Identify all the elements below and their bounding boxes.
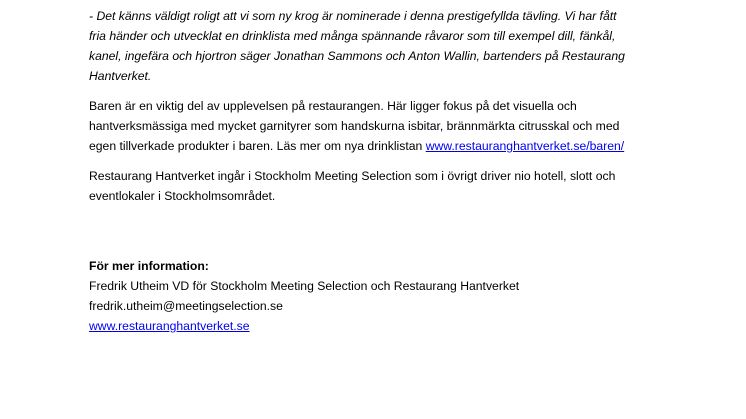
quote-line: fria händer och utvecklat en drinklista med många spännande råvaror som till exempel dill, fänkål, <box>89 29 616 43</box>
contact-email: fredrik.utheim@meetingselection.se <box>89 299 283 313</box>
about-line: eventlokaler i Stockholmsområdet. <box>89 189 276 203</box>
bar-line: hantverksmässiga med mycket garnityrer som handskurna isbitar, brännmärkta citrusskal och med <box>89 119 620 133</box>
quote-paragraph <box>89 6 689 86</box>
about-paragraph <box>89 166 689 206</box>
quote-line: Hantverket. <box>89 69 152 83</box>
quote-line: kanel, ingefära och hjortron säger Jonathan Sammons och Anton Wallin, bartenders på Restaurang <box>89 49 625 63</box>
website-link[interactable]: www.restauranghantverket.se <box>89 319 250 333</box>
contact-name: Fredrik Utheim VD för Stockholm Meeting Selection och Restaurang Hantverket <box>89 279 520 293</box>
bar-line-with-link <box>89 136 689 156</box>
bar-line-text: egen tillverkade produkter i baren. Läs mer om nya drinklistan <box>89 139 426 153</box>
document-page <box>89 6 689 336</box>
contact-block <box>89 256 689 336</box>
spacer <box>89 216 689 256</box>
bar-paragraph <box>89 96 689 156</box>
contact-heading: För mer information: <box>89 259 209 273</box>
quote-line: - Det känns väldigt roligt att vi som ny krog är nominerade i denna prestigefyllda tävling. Vi har fått <box>89 9 617 23</box>
about-line: Restaurang Hantverket ingår i Stockholm Meeting Selection som i övrigt driver nio hotell, slott och <box>89 169 616 183</box>
bar-line: Baren är en viktig del av upplevelsen på restaurangen. Här ligger fokus på det visuella och <box>89 99 577 113</box>
drinklist-link[interactable]: www.restauranghantverket.se/baren/ <box>425 139 625 153</box>
